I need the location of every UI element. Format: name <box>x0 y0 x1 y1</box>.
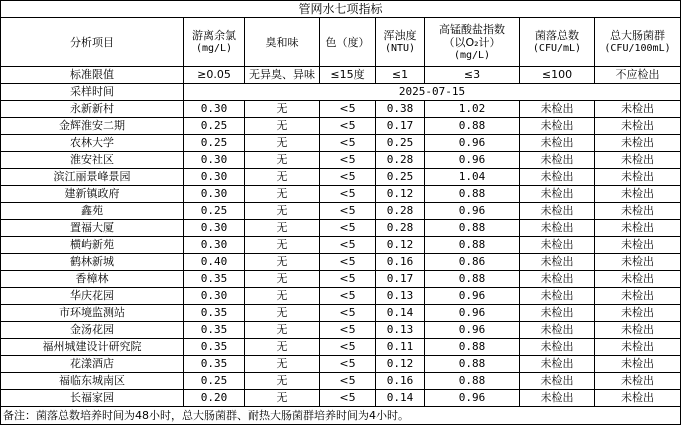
limit-color: ≤15度 <box>320 67 376 84</box>
cell-odor: 无 <box>245 373 320 390</box>
cell-site: 花漾酒店 <box>1 356 184 373</box>
cell-chlorine: 0.25 <box>184 203 245 220</box>
cell-colonies: 未检出 <box>520 322 595 339</box>
cell-cod: 0.96 <box>425 203 520 220</box>
cell-cod: 0.88 <box>425 356 520 373</box>
cell-color: <5 <box>320 101 376 118</box>
table-row <box>1 356 681 373</box>
cell-colonies: 未检出 <box>520 288 595 305</box>
cell-turbidity: 0.38 <box>376 101 425 118</box>
cell-coliform: 未检出 <box>595 220 681 237</box>
table-row <box>1 101 681 118</box>
cell-colonies: 未检出 <box>520 390 595 407</box>
cell-color: <5 <box>320 271 376 288</box>
cell-site: 置福大厦 <box>1 220 184 237</box>
sampling-row <box>1 84 681 101</box>
cell-chlorine: 0.35 <box>184 322 245 339</box>
cell-coliform: 未检出 <box>595 237 681 254</box>
cell-odor: 无 <box>245 203 320 220</box>
cell-color: <5 <box>320 118 376 135</box>
cell-colonies: 未检出 <box>520 118 595 135</box>
cell-odor: 无 <box>245 186 320 203</box>
cell-colonies: 未检出 <box>520 271 595 288</box>
cell-coliform: 未检出 <box>595 254 681 271</box>
table-row <box>1 135 681 152</box>
cell-cod: 0.88 <box>425 271 520 288</box>
header-odor: 臭和味 <box>245 18 320 67</box>
cell-turbidity: 0.25 <box>376 135 425 152</box>
cell-colonies: 未检出 <box>520 305 595 322</box>
cell-colonies: 未检出 <box>520 220 595 237</box>
cell-odor: 无 <box>245 152 320 169</box>
cell-cod: 0.96 <box>425 390 520 407</box>
cell-site: 建新镇政府 <box>1 186 184 203</box>
cell-turbidity: 0.12 <box>376 186 425 203</box>
cell-chlorine: 0.40 <box>184 254 245 271</box>
cell-cod: 0.88 <box>425 373 520 390</box>
cell-color: <5 <box>320 254 376 271</box>
cell-cod: 1.04 <box>425 169 520 186</box>
cell-coliform: 未检出 <box>595 339 681 356</box>
cell-chlorine: 0.35 <box>184 271 245 288</box>
cell-coliform: 未检出 <box>595 152 681 169</box>
header-chlorine-unit: (mg/L) <box>195 43 233 54</box>
cell-site: 金汤花园 <box>1 322 184 339</box>
cell-turbidity: 0.11 <box>376 339 425 356</box>
table-note: 备注：菌落总数培养时间为48小时，总大肠菌群、耐热大肠菌群培养时间为4小时。 <box>1 407 681 425</box>
cell-cod: 0.96 <box>425 322 520 339</box>
table-row <box>1 118 681 135</box>
header-turbidity <box>376 18 425 67</box>
cell-coliform: 未检出 <box>595 101 681 118</box>
cell-color: <5 <box>320 390 376 407</box>
cell-cod: 0.88 <box>425 237 520 254</box>
table-row <box>1 288 681 305</box>
cell-colonies: 未检出 <box>520 254 595 271</box>
cell-turbidity: 0.16 <box>376 254 425 271</box>
cell-coliform: 未检出 <box>595 186 681 203</box>
cell-site: 福临东城南区 <box>1 373 184 390</box>
table-row <box>1 373 681 390</box>
cell-odor: 无 <box>245 339 320 356</box>
cell-odor: 无 <box>245 169 320 186</box>
table-row <box>1 390 681 407</box>
cell-color: <5 <box>320 373 376 390</box>
limit-turbidity: ≤1 <box>376 67 425 84</box>
cell-cod: 0.96 <box>425 305 520 322</box>
cell-colonies: 未检出 <box>520 237 595 254</box>
cell-coliform: 未检出 <box>595 322 681 339</box>
cell-site: 永新新村 <box>1 101 184 118</box>
table-row <box>1 305 681 322</box>
cell-color: <5 <box>320 237 376 254</box>
cell-cod: 0.96 <box>425 152 520 169</box>
cell-chlorine: 0.30 <box>184 101 245 118</box>
limit-row <box>1 67 681 84</box>
cell-chlorine: 0.35 <box>184 356 245 373</box>
cell-color: <5 <box>320 203 376 220</box>
cell-turbidity: 0.17 <box>376 118 425 135</box>
table-row <box>1 237 681 254</box>
cell-odor: 无 <box>245 101 320 118</box>
cell-turbidity: 0.16 <box>376 373 425 390</box>
cell-cod: 0.96 <box>425 288 520 305</box>
cell-odor: 无 <box>245 288 320 305</box>
cell-site: 鹤林新城 <box>1 254 184 271</box>
header-colonies-unit: (CFU/mL) <box>532 43 582 54</box>
limit-odor: 无异臭、异味 <box>245 67 320 84</box>
data-rows <box>1 101 681 407</box>
cell-color: <5 <box>320 152 376 169</box>
cell-cod: 0.86 <box>425 254 520 271</box>
cell-chlorine: 0.25 <box>184 373 245 390</box>
cell-coliform: 未检出 <box>595 305 681 322</box>
cell-chlorine: 0.30 <box>184 220 245 237</box>
cell-turbidity: 0.14 <box>376 390 425 407</box>
cell-coliform: 未检出 <box>595 373 681 390</box>
cell-turbidity: 0.28 <box>376 220 425 237</box>
cell-chlorine: 0.20 <box>184 390 245 407</box>
cell-colonies: 未检出 <box>520 203 595 220</box>
cell-turbidity: 0.17 <box>376 271 425 288</box>
limit-label: 标准限值 <box>1 67 184 84</box>
header-turbidity-unit: (NTU) <box>384 43 416 54</box>
cell-odor: 无 <box>245 118 320 135</box>
cell-odor: 无 <box>245 305 320 322</box>
cell-turbidity: 0.28 <box>376 152 425 169</box>
table-title: 管网水七项指标 <box>1 1 681 18</box>
cell-odor: 无 <box>245 237 320 254</box>
cell-site: 鑫苑 <box>1 203 184 220</box>
sampling-date: 2025-07-15 <box>184 84 681 101</box>
cell-color: <5 <box>320 220 376 237</box>
cell-site: 滨江丽景峰景园 <box>1 169 184 186</box>
table-row <box>1 339 681 356</box>
cell-odor: 无 <box>245 135 320 152</box>
cell-turbidity: 0.14 <box>376 305 425 322</box>
cell-turbidity: 0.13 <box>376 322 425 339</box>
table-row <box>1 322 681 339</box>
limit-colonies: ≤100 <box>520 67 595 84</box>
cell-color: <5 <box>320 135 376 152</box>
table-row <box>1 152 681 169</box>
cell-chlorine: 0.30 <box>184 152 245 169</box>
cell-color: <5 <box>320 305 376 322</box>
cell-chlorine: 0.25 <box>184 135 245 152</box>
cell-site: 横屿新苑 <box>1 237 184 254</box>
cell-colonies: 未检出 <box>520 356 595 373</box>
cell-color: <5 <box>320 356 376 373</box>
cell-cod: 0.88 <box>425 339 520 356</box>
cell-site: 华庆花园 <box>1 288 184 305</box>
cell-site: 福州城建设计研究院 <box>1 339 184 356</box>
cell-turbidity: 0.28 <box>376 203 425 220</box>
cell-colonies: 未检出 <box>520 169 595 186</box>
table-row <box>1 169 681 186</box>
cell-site: 金辉淮安二期 <box>1 118 184 135</box>
cell-chlorine: 0.25 <box>184 118 245 135</box>
header-coliform-unit: (CFU/100mL) <box>604 43 671 54</box>
cell-odor: 无 <box>245 254 320 271</box>
cell-chlorine: 0.30 <box>184 186 245 203</box>
cell-cod: 0.96 <box>425 135 520 152</box>
cell-odor: 无 <box>245 356 320 373</box>
header-coliform <box>595 18 681 67</box>
cell-turbidity: 0.25 <box>376 169 425 186</box>
cell-site: 市环境监测站 <box>1 305 184 322</box>
cell-coliform: 未检出 <box>595 288 681 305</box>
cell-odor: 无 <box>245 271 320 288</box>
cell-site: 农林大学 <box>1 135 184 152</box>
cell-coliform: 未检出 <box>595 356 681 373</box>
cell-chlorine: 0.30 <box>184 237 245 254</box>
header-cod-unit: (mg/L) <box>453 49 491 61</box>
table-row <box>1 186 681 203</box>
header-cod-sub: （以O₂计） <box>443 35 501 49</box>
cell-coliform: 未检出 <box>595 118 681 135</box>
cell-turbidity: 0.12 <box>376 237 425 254</box>
cell-colonies: 未检出 <box>520 152 595 169</box>
header-coliform-name: 总大肠菌群 <box>610 29 665 42</box>
cell-coliform: 未检出 <box>595 169 681 186</box>
cell-colonies: 未检出 <box>520 135 595 152</box>
limit-cod: ≤3 <box>425 67 520 84</box>
cell-colonies: 未检出 <box>520 339 595 356</box>
cell-colonies: 未检出 <box>520 101 595 118</box>
cell-chlorine: 0.30 <box>184 169 245 186</box>
cell-chlorine: 0.35 <box>184 339 245 356</box>
cell-colonies: 未检出 <box>520 373 595 390</box>
header-item: 分析项目 <box>1 18 184 67</box>
limit-chlorine: ≥0.05 <box>184 67 245 84</box>
header-colonies-name: 菌落总数 <box>535 29 579 42</box>
header-cod <box>425 18 520 67</box>
header-chlorine-name: 游离余氯 <box>192 29 236 42</box>
table-row <box>1 203 681 220</box>
cell-coliform: 未检出 <box>595 271 681 288</box>
cell-color: <5 <box>320 169 376 186</box>
sampling-label: 采样时间 <box>1 84 184 101</box>
cell-cod: 0.88 <box>425 186 520 203</box>
cell-cod: 0.88 <box>425 118 520 135</box>
cell-cod: 1.02 <box>425 101 520 118</box>
header-colonies <box>520 18 595 67</box>
cell-color: <5 <box>320 186 376 203</box>
cell-site: 香樟林 <box>1 271 184 288</box>
cell-odor: 无 <box>245 322 320 339</box>
cell-cod: 0.88 <box>425 220 520 237</box>
cell-turbidity: 0.13 <box>376 288 425 305</box>
cell-coliform: 未检出 <box>595 135 681 152</box>
table-row <box>1 254 681 271</box>
cell-site: 淮安社区 <box>1 152 184 169</box>
cell-coliform: 未检出 <box>595 390 681 407</box>
cell-chlorine: 0.35 <box>184 305 245 322</box>
table-row <box>1 271 681 288</box>
cell-colonies: 未检出 <box>520 186 595 203</box>
cell-coliform: 未检出 <box>595 203 681 220</box>
cell-turbidity: 0.12 <box>376 356 425 373</box>
cell-color: <5 <box>320 339 376 356</box>
table-row <box>1 220 681 237</box>
cell-odor: 无 <box>245 390 320 407</box>
limit-coliform: 不应检出 <box>595 67 681 84</box>
header-cod-name: 高锰酸盐指数 <box>439 22 505 36</box>
header-color: 色（度） <box>320 18 376 67</box>
header-turbidity-name: 浑浊度 <box>383 29 417 42</box>
cell-color: <5 <box>320 288 376 305</box>
cell-chlorine: 0.30 <box>184 288 245 305</box>
cell-site: 长福家园 <box>1 390 184 407</box>
cell-odor: 无 <box>245 220 320 237</box>
cell-color: <5 <box>320 322 376 339</box>
header-chlorine <box>184 18 245 67</box>
